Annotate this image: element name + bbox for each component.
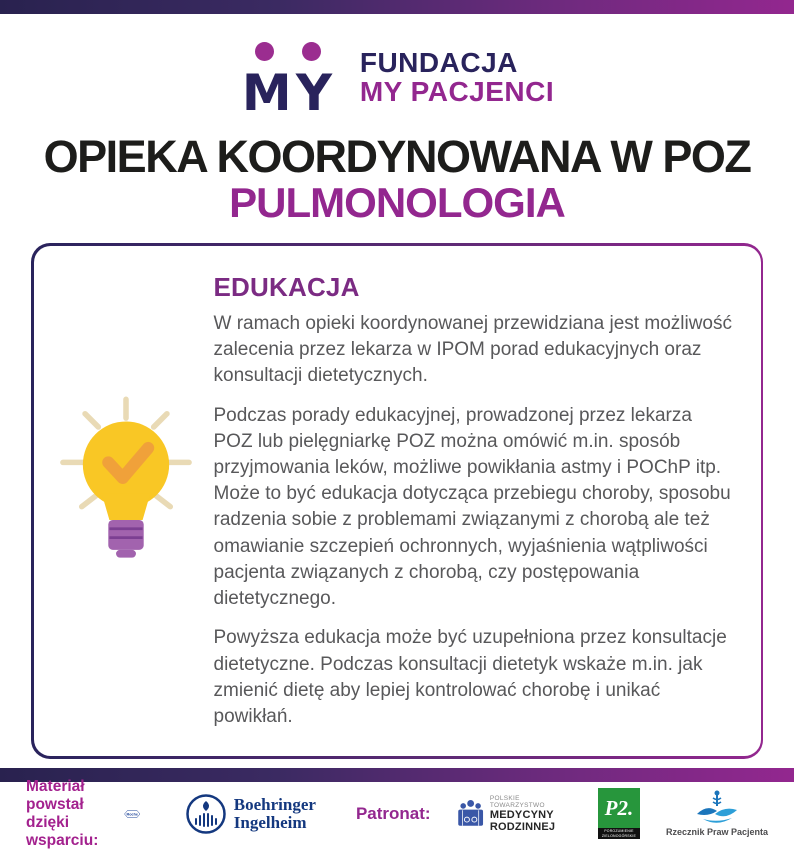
foundation-logo-wordmark (360, 49, 554, 106)
footer (0, 778, 794, 849)
education-paragraph: Powyższa edukacja może być uzupełniona przez konsultacje dietetyczne. Podczas konsultacji dietetyk wskaże m.in. jak zmienić dietę aby lepiej kontrolować chorobę i unikać powikłań. (213, 627, 727, 727)
boehringer-wordmark: Boehringer Ingelheim (233, 794, 316, 832)
page-title (0, 133, 794, 226)
monogram-letter-y: Y (295, 64, 333, 122)
bulb-base-tip (116, 550, 136, 558)
roche-logo (124, 790, 140, 838)
hands-caduceus-icon (695, 790, 739, 826)
education-paragraph: Podczas porady edukacyjnej, prowadzonej przez lekarza POZ lub pielęgniarkę POZ można omówić m.in. sposób przyjmowania leków, możliwe powikłania astmy i POChP itp. Może to być edukacja dotycząca przebiegu choroby, sposobu radzenia sobie z problemami związanymi z chorobą ale też omawianie szczepień ochronnych, wyjaśnienia wątpliwości pacjenta związanych z chorobą, czy postępowania dietetycznego. (213, 404, 731, 610)
family-group-icon (457, 791, 484, 837)
p2-green-icon: P2. (598, 788, 640, 828)
monogram-letter-m: M (241, 64, 292, 122)
logo-word-fundacja: FUNDACJA (359, 47, 518, 79)
person-head-icon (255, 42, 274, 61)
porozumienie-zielonogorskie-logo (598, 788, 640, 839)
foundation-logo (0, 41, 794, 122)
bulb-neck (101, 493, 150, 520)
ptmr-wordmark: POLSKIE TOWARZYSTWO MEDYCYNY RODZINNEJ (489, 794, 556, 833)
footer-gradient-bar (0, 768, 794, 782)
education-paragraph: W ramach opieki koordynowanej przewidziana jest możliwość zalecenia przez lekarza w IPOM porad edukacyjnych oraz konsultacji dietetycznych. (213, 312, 732, 387)
title-line-specialty: PULMONOLOGIA (229, 179, 565, 227)
rzecznik-praw-pacjenta-logo (666, 790, 768, 837)
ptmr-logo (457, 791, 572, 837)
boehringer-circle-icon (185, 793, 227, 835)
top-gradient-bar (0, 0, 794, 14)
logo-word-my-pacjenci: MY PACJENCI (359, 76, 555, 107)
my-people-monogram-icon (240, 42, 344, 122)
person-head-icon (302, 42, 321, 61)
lightbulb-check-icon (56, 396, 196, 562)
title-line-main: OPIEKA KOORDYNOWANA W POZ (43, 131, 751, 182)
boehringer-ingelheim-logo (185, 793, 316, 835)
support-label: Materiał powstał dzięki wsparciu: (26, 778, 99, 849)
patronat-label: Patronat: (355, 803, 431, 823)
roche-wordmark: Roche (126, 812, 139, 817)
rpp-wordmark: Rzecznik Praw Pacjenta (665, 827, 768, 838)
content-card-border (31, 243, 763, 758)
education-card (34, 246, 761, 756)
bulb-base (108, 520, 143, 550)
p2-caption: POROZUMIENIE ZIELONOGÓRSKIE (598, 828, 640, 839)
section-heading: EDUKACJA (213, 271, 360, 302)
